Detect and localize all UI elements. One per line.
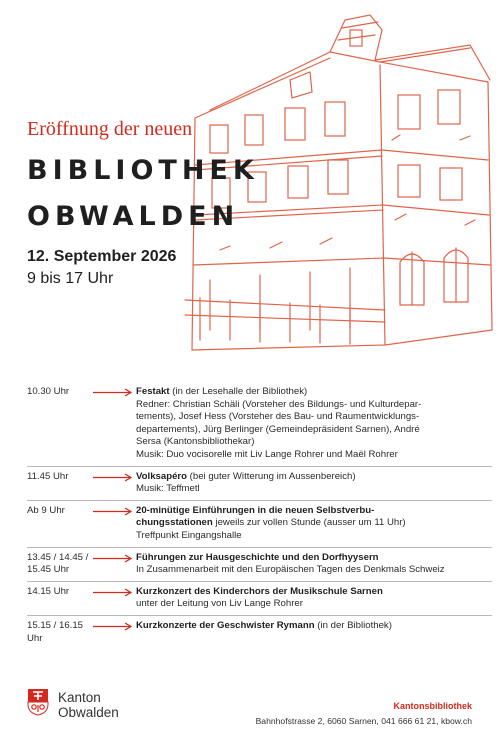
title-line-2: OBWALDEN: [27, 201, 240, 232]
logo-line-2: Obwalden: [58, 705, 119, 720]
schedule-row: [27, 619, 492, 644]
schedule-detail: departements), Jürg Berlinger (Gemeindepräsident Sarnen), André: [136, 423, 420, 435]
schedule-title-extra: (in der Bibliothek): [314, 619, 392, 631]
schedule-detail: Sersa (Kantonsbibliothekar): [136, 436, 255, 448]
schedule-row: [27, 505, 492, 548]
schedule-detail: In Zusammenarbeit mit den Europäischen Tagen des Denkmals Schweiz: [136, 564, 445, 576]
library-address: Bahnhofstrasse 2, 6060 Sarnen, 041 666 61 21, kbow.ch: [255, 716, 472, 726]
schedule-time: 10.30 Uhr: [27, 386, 70, 397]
schedule-detail: tements), Josef Hess (Vorsteher des Bau- und Raumentwicklungs-: [136, 411, 420, 423]
schedule-title: Festakt: [136, 386, 170, 397]
schedule-time: 14.15 Uhr: [27, 585, 70, 597]
title-line-1: BIBLIOTHEK: [27, 155, 259, 186]
arrow-right-icon: [91, 507, 133, 516]
event-hours: 9 bis 17 Uhr: [27, 270, 114, 287]
schedule-row: [27, 586, 492, 616]
schedule-detail: Treffpunkt Eingangshalle: [136, 529, 242, 541]
logo-line-1: Kanton: [58, 690, 101, 705]
schedule-list: [27, 386, 492, 644]
schedule-time: 15.15 / 16.15 Uhr: [27, 619, 84, 644]
schedule-detail: Redner: Christian Schäli (Vorsteher des Bildungs- und Kulturdepar-: [136, 398, 422, 410]
arrow-right-icon: [91, 588, 133, 597]
event-subtitle: Eröffnung der neuen: [27, 118, 193, 140]
schedule-title: Kurzkonzerte der Geschwister Rymann: [136, 619, 315, 631]
schedule-detail: unter der Leitung von Liv Lange Rohrer: [136, 598, 303, 610]
schedule-detail: Musik: Duo vocisorelle mit Liv Lange Rohrer und Maël Rohrer: [136, 448, 398, 460]
schedule-time: 11.45 Uhr: [27, 470, 69, 482]
schedule-row: [27, 386, 492, 467]
schedule-title-extra: (in der Lesehalle der Bibliothek): [169, 386, 308, 397]
arrow-right-icon: [91, 554, 133, 563]
library-contact: [256, 701, 472, 726]
schedule-title: Kurzkonzert des Kinderchors der Musikschule Sarnen: [136, 585, 383, 597]
schedule-title-extra: (bei guter Witterung im Aussenbereich): [187, 470, 356, 482]
schedule-row: [27, 552, 492, 582]
arrow-right-icon: [91, 622, 133, 631]
schedule-title: 20-minütige Einführungen in die neuen Selbstverbu-: [136, 504, 375, 516]
schedule-title: Führungen zur Hausgeschichte und den Dorfhyysern: [136, 551, 379, 563]
arrow-right-icon: [91, 473, 133, 482]
schedule-time: Ab 9 Uhr: [27, 504, 65, 516]
schedule-row: [27, 471, 492, 501]
schedule-time: 13.45 / 14.45 / 15.45 Uhr: [27, 551, 89, 576]
schedule-detail: Musik: Teffmetl: [136, 483, 200, 495]
schedule-title-continued: chungsstationen: [136, 517, 213, 529]
schedule-title: Volksapéro: [136, 470, 188, 482]
kanton-obwalden-crest-icon: [27, 688, 49, 716]
arrow-right-icon: [91, 388, 133, 397]
library-name: Kantonsbibliothek: [393, 701, 472, 711]
kanton-obwalden-logo: [27, 688, 177, 730]
schedule-detail: jeweils zur vollen Stunde (ausser um 11 Uhr): [212, 517, 406, 529]
event-date: 12. September 2026: [27, 248, 177, 265]
